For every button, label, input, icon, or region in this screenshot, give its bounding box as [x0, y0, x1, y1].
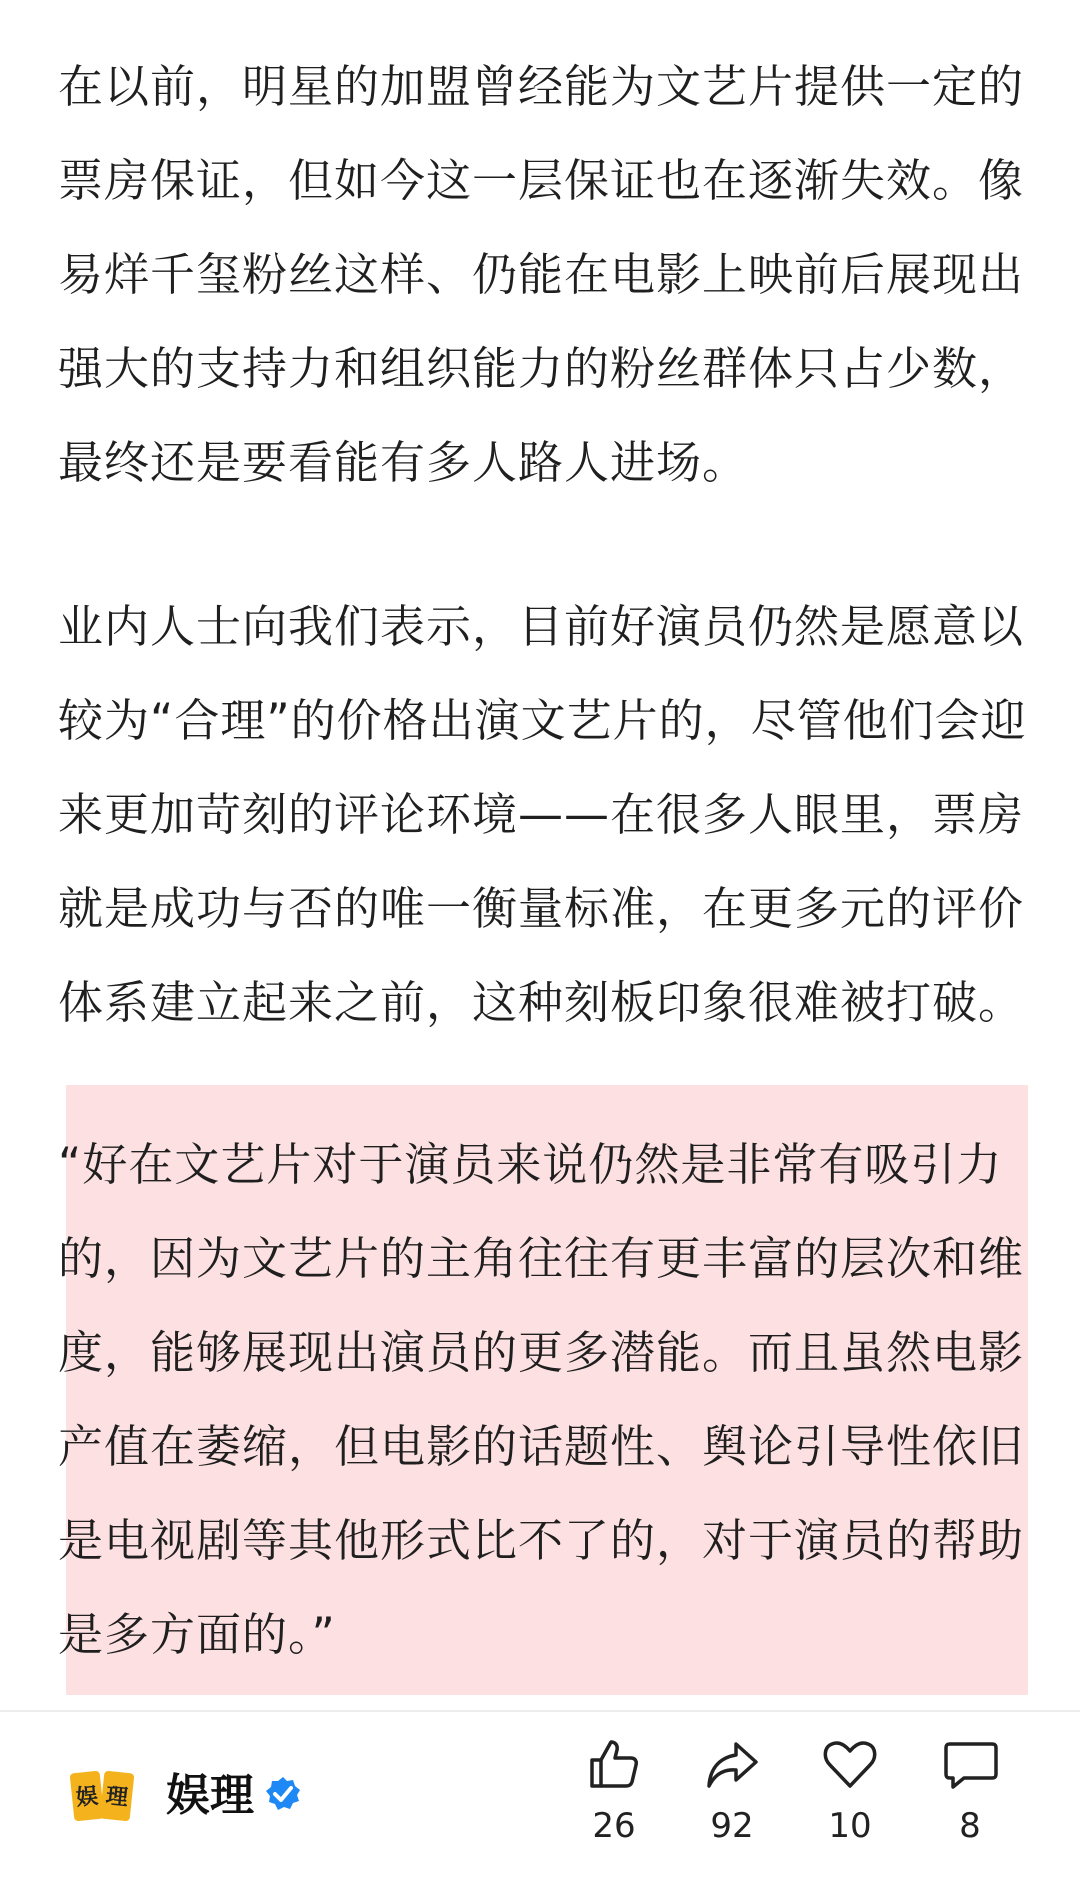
- post-footer: [0, 1712, 1080, 1900]
- paragraph-1: [58, 40, 1024, 510]
- quote-body: [58, 1118, 1024, 1682]
- thumbs-up-icon: [584, 1734, 644, 1794]
- text-line: 在以前，明星的加盟曾经能为文艺片提供一定的: [58, 60, 1025, 113]
- like-button[interactable]: [564, 1734, 664, 1864]
- quote-line: “好在文艺片对于演员来说仍然是非常有吸引力: [58, 1138, 1003, 1191]
- author-avatar[interactable]: [68, 1762, 136, 1830]
- paragraph-2: [58, 580, 1027, 1050]
- share-button[interactable]: [682, 1734, 782, 1864]
- author-name[interactable]: 娱理: [166, 1770, 254, 1821]
- paragraph-gap: [58, 510, 1024, 580]
- text-line: 来更加苛刻的评论环境——在很多人眼里，票房: [58, 788, 1025, 841]
- text-line: 体系建立起来之前，这种刻板印象很难被打破。: [58, 976, 1025, 1029]
- text-line: 业内人士向我们表示，目前好演员仍然是愿意以: [58, 600, 1025, 653]
- text-line: 最终还是要看能有多人路人进场。: [58, 436, 749, 489]
- comment-count: 8: [959, 1806, 981, 1846]
- text-line: 就是成功与否的唯一衡量标准，在更多元的评价: [58, 882, 1025, 935]
- avatar-char-2: 理: [104, 1783, 130, 1812]
- favorite-count: 10: [828, 1806, 872, 1846]
- comment-bubble-icon: [940, 1734, 1000, 1794]
- text-line: 易烊千玺粉丝这样、仍能在电影上映前后展现出: [58, 248, 1025, 301]
- text-line: 强大的支持力和组织能力的粉丝群体只占少数，: [58, 342, 1025, 395]
- text-line: 票房保证，但如今这一层保证也在逐渐失效。像: [58, 154, 1025, 207]
- share-arrow-icon: [702, 1734, 762, 1794]
- quote-line: 的，因为文艺片的主角往往有更丰富的层次和维: [58, 1232, 1025, 1285]
- quote-paragraph: [58, 1118, 1024, 1682]
- heart-icon: [820, 1734, 880, 1794]
- article-body: [58, 40, 1027, 1050]
- share-count: 92: [710, 1806, 754, 1846]
- favorite-button[interactable]: [800, 1734, 900, 1864]
- quote-line: 产值在萎缩，但电影的话题性、舆论引导性依旧: [58, 1420, 1025, 1473]
- avatar-char-1: 娱: [74, 1783, 100, 1812]
- quote-line: 是电视剧等其他形式比不了的，对于演员的帮助: [58, 1514, 1025, 1567]
- text-line: 较为“合理”的价格出演文艺片的，尽管他们会迎: [58, 694, 1027, 747]
- quote-line: 是多方面的。”: [58, 1608, 336, 1661]
- verified-badge-icon: [264, 1775, 302, 1813]
- quote-line: 度，能够展现出演员的更多潜能。而且虽然电影: [58, 1326, 1025, 1379]
- like-count: 26: [592, 1806, 636, 1846]
- comment-button[interactable]: [920, 1734, 1020, 1864]
